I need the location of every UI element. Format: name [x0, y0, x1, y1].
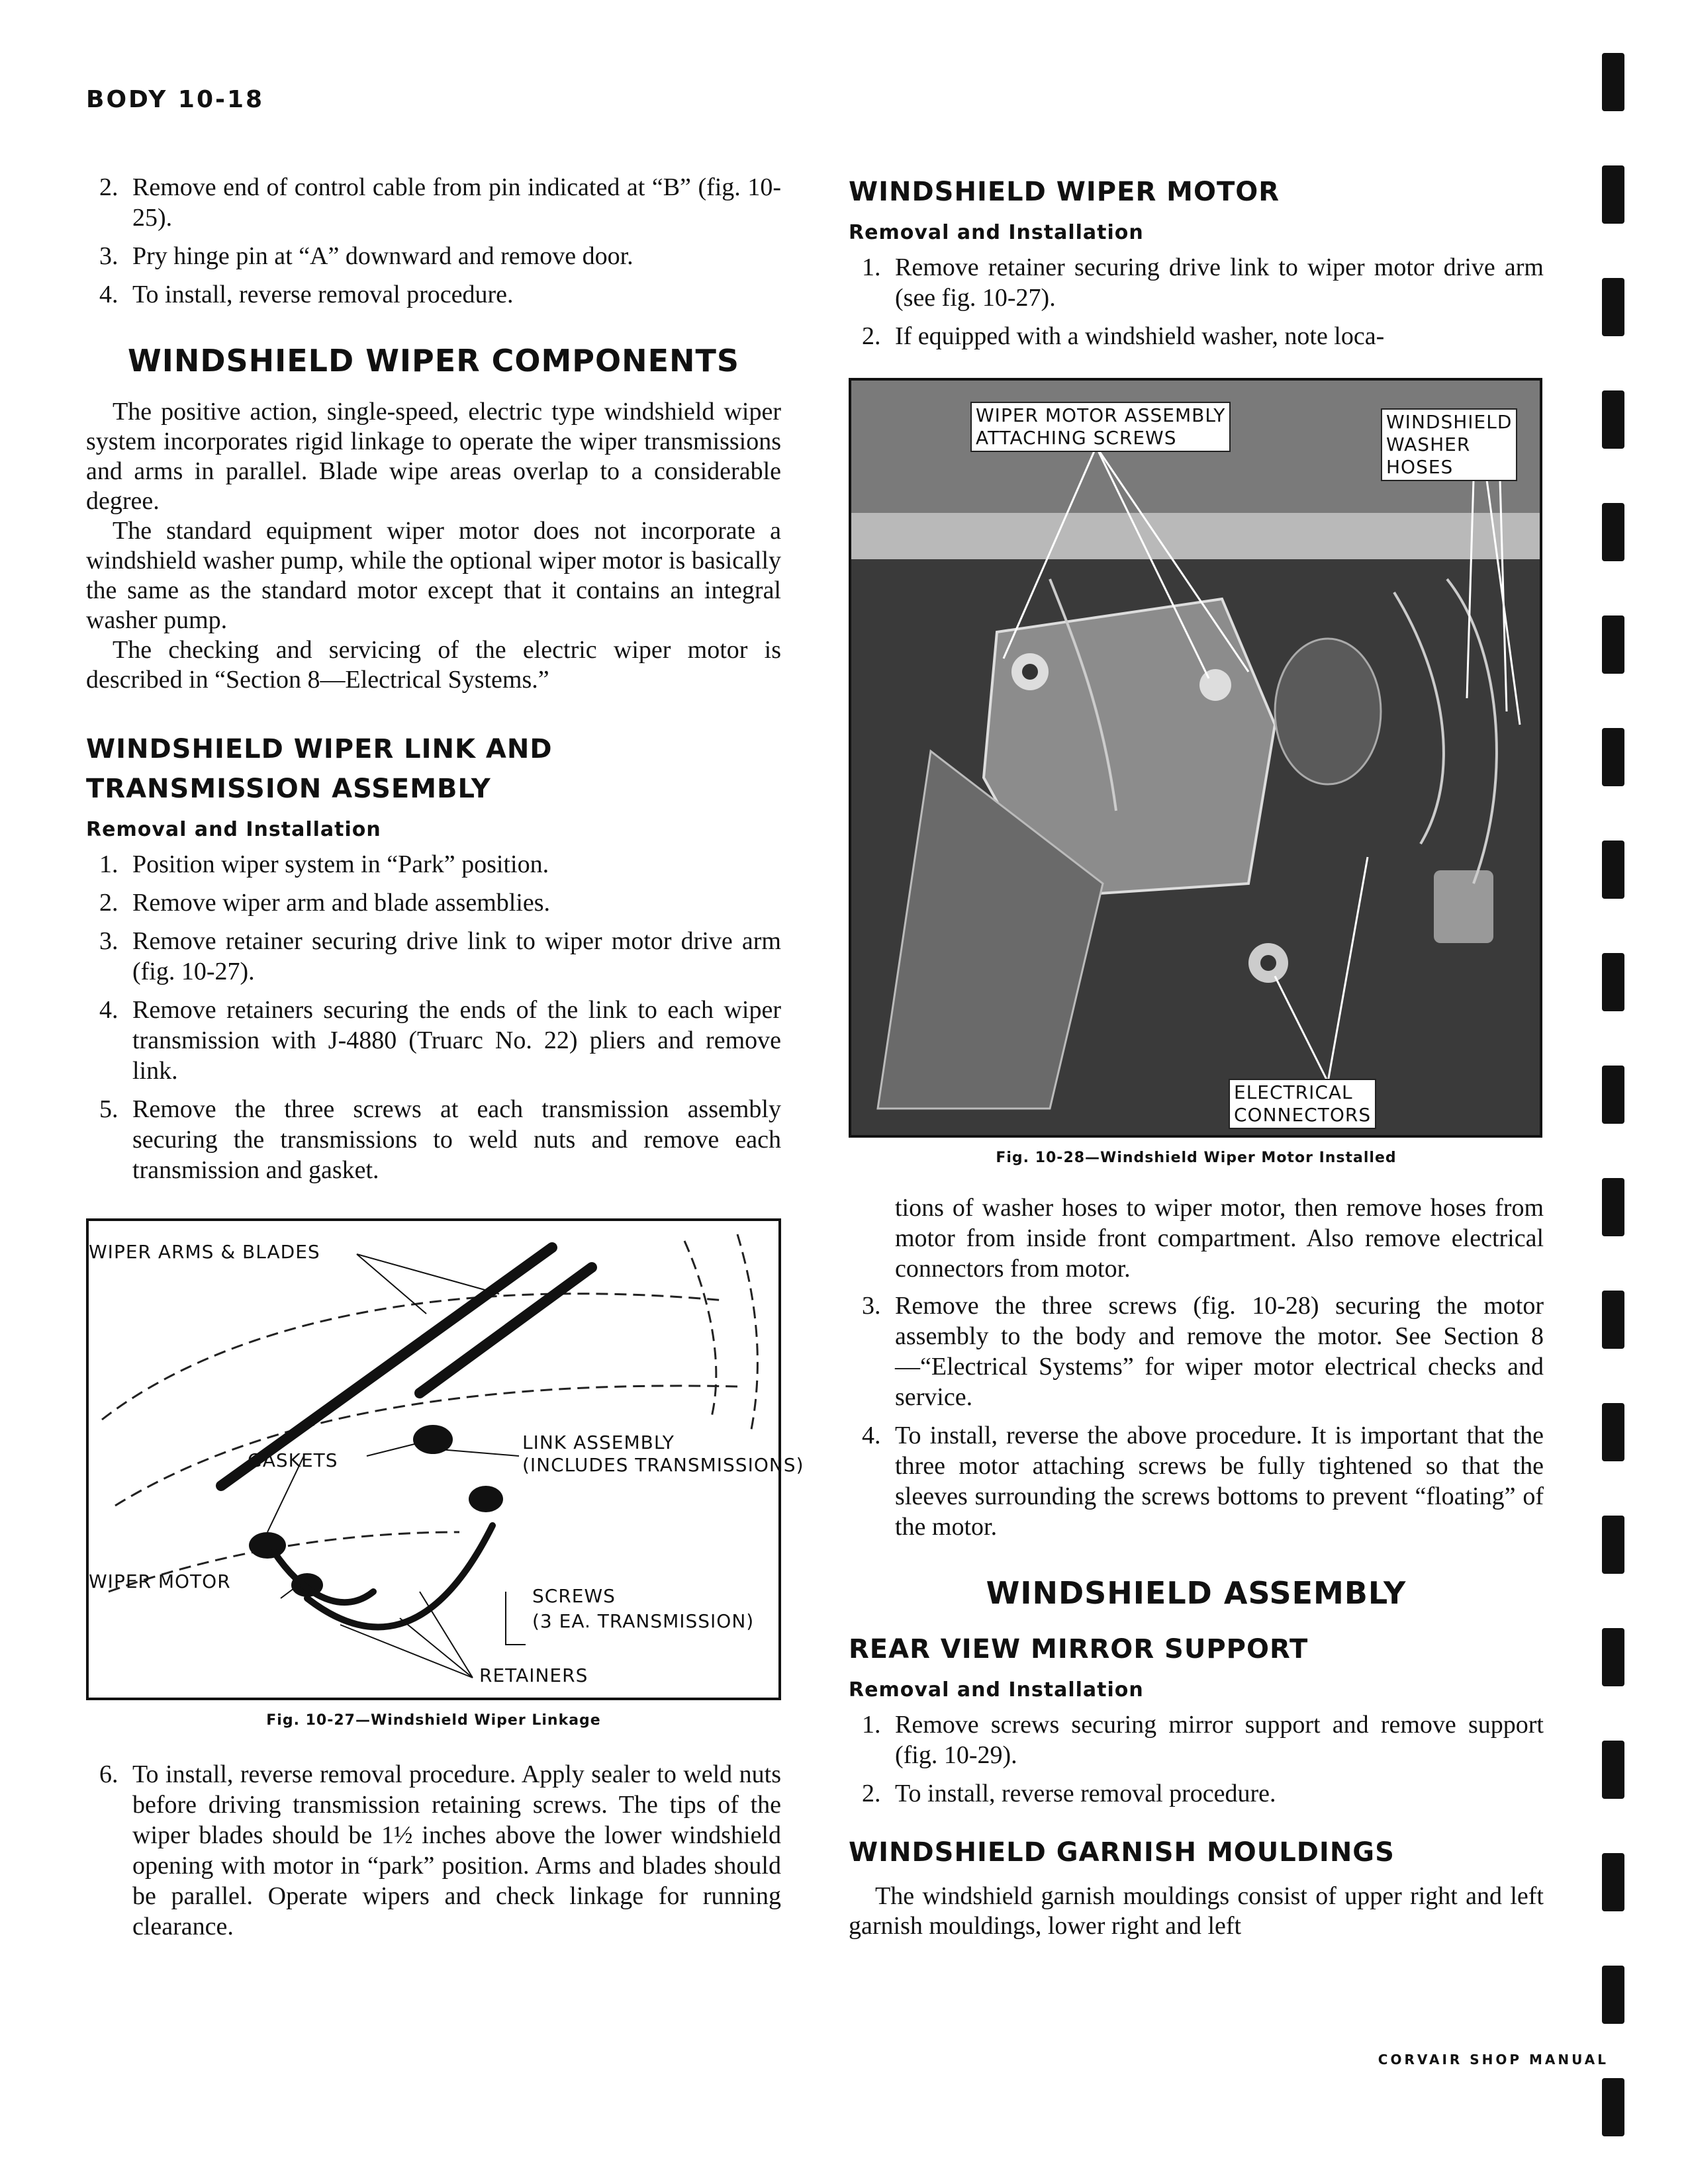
mirror-title: REAR VIEW MIRROR SUPPORT — [849, 1634, 1309, 1664]
page-header: BODY 10-18 — [86, 86, 265, 113]
figure-10-28-caption: Fig. 10-28—Windshield Wiper Motor Installed — [996, 1150, 1397, 1166]
list-item: 1. Remove screws securing mirror support and remove support (fig. 10-29). — [862, 1711, 1544, 1769]
label-link-assembly: LINK ASSEMBLY — [522, 1432, 675, 1453]
garnish-title: WINDSHIELD GARNISH MOULDINGS — [849, 1837, 1395, 1868]
page-footer: CORVAIR SHOP MANUAL — [1378, 2052, 1609, 2068]
label-gaskets: GASKETS — [248, 1449, 338, 1471]
figure-10-27 — [86, 1218, 804, 1700]
list-item: 4. To install, reverse the above procedure. It is important that the three motor attaching screws be fully tightened so that the sleeves surrounding the screws bottoms to prevent “floating” of the motor. — [862, 1422, 1544, 1541]
motor-continued-text: tions of washer hoses to wiper motor, then remove hoses from motor from inside front compartment. Also remove electrical connectors from motor. — [895, 1194, 1544, 1283]
motor-steps-a — [849, 252, 1544, 351]
label-retainers: RETAINERS — [479, 1664, 588, 1686]
mirror-subtitle: Removal and Installation — [849, 1678, 1144, 1702]
list-item: 3. Remove retainer securing drive link to wiper motor drive arm (fig. 10-27). — [99, 927, 781, 985]
label-screws-count: (3 EA. TRANSMISSION) — [532, 1610, 755, 1632]
label-includes-transmissions: (INCLUDES TRANSMISSIONS) — [522, 1454, 804, 1476]
list-item: 2. If equipped with a windshield washer, note loca- — [862, 322, 1385, 350]
label-electrical-connectors: ELECTRICAL CONNECTORS — [1229, 1079, 1376, 1129]
label-wiper-motor: WIPER MOTOR — [89, 1570, 231, 1592]
link-step-6 — [86, 1759, 781, 1942]
components-title: WINDSHIELD WIPER COMPONENTS — [127, 343, 740, 379]
list-item: 2. Remove end of control cable from pin indicated at “B” (fig. 10-25). — [99, 173, 781, 232]
left-column — [86, 172, 804, 1950]
list-item: 2. To install, reverse removal procedure. — [862, 1780, 1276, 1807]
list-item: 1. Remove retainer securing drive link to wiper motor drive arm (see fig. 10-27). — [862, 253, 1544, 312]
label-arms-blades: WIPER ARMS & BLADES — [89, 1241, 320, 1263]
link-subtitle: Removal and Installation — [86, 818, 381, 841]
garnish-paragraph: The windshield garnish mouldings consist of upper right and left garnish mouldings, lower right and left — [849, 1882, 1544, 1940]
wiper-motor-photo — [851, 381, 1540, 1135]
link-steps — [86, 849, 781, 1185]
list-item: 4. Remove retainers securing the ends of the link to each wiper transmission with J-4880 (Truarc No. 22) pliers and remove link. — [99, 996, 781, 1085]
margin-bars — [1602, 53, 1628, 2158]
list-item: 4. To install, reverse removal procedure. — [99, 281, 514, 308]
components-paragraph-2: The standard equipment wiper motor does not incorporate a windshield washer pump, while the optional wiper motor is basically the same as the standard motor except that it contains an integral washer pump. — [86, 517, 781, 634]
link-title: WINDSHIELD WIPER LINK AND TRANSMISSION ASSEMBLY — [86, 734, 553, 804]
motor-steps-b — [849, 1291, 1544, 1542]
list-item: 6. To install, reverse removal procedure. Apply sealer to weld nuts before driving transmission retaining screws. The tips of the wiper blades should be 1½ inches above the lower windshield opening with motor in “park” position. Arms and blades should be parallel. Operate wipers and check linkage for running clearance. — [99, 1760, 781, 1940]
list-item: 1. Position wiper system in “Park” position. — [99, 850, 549, 878]
list-item: 3. Remove the three screws (fig. 10-28) securing the motor assembly to the body and remove the motor. See Section 8—“Electrical Systems” for wiper motor electrical checks and service. — [862, 1292, 1544, 1411]
label-screws: SCREWS — [532, 1585, 616, 1607]
label-motor-screws: WIPER MOTOR ASSEMBLY ATTACHING SCREWS — [970, 402, 1231, 452]
figure-10-27-caption: Fig. 10-27—Windshield Wiper Linkage — [266, 1712, 601, 1729]
label-washer-hoses: WINDSHIELD WASHER HOSES — [1381, 408, 1517, 481]
mirror-steps — [849, 1709, 1544, 1809]
door-steps — [86, 172, 781, 310]
right-column — [849, 172, 1544, 1941]
components-paragraph-3: The checking and servicing of the electric wiper motor is described in “Section 8—Electrical Systems.” — [86, 636, 781, 694]
motor-title: WINDSHIELD WIPER MOTOR — [849, 177, 1280, 207]
list-item: 3. Pry hinge pin at “A” downward and remove door. — [99, 242, 633, 270]
list-item: 5. Remove the three screws at each transmission assembly securing the transmissions to weld nuts and remove each transmission and gasket. — [99, 1095, 781, 1184]
motor-subtitle: Removal and Installation — [849, 221, 1144, 244]
components-paragraph-1: The positive action, single-speed, electric type windshield wiper system incorporates rigid linkage to operate the wiper transmissions and arms in parallel. Blade wipe areas overlap to a considerable degree. — [86, 398, 781, 515]
assembly-title: WINDSHIELD ASSEMBLY — [986, 1575, 1407, 1611]
list-item: 2. Remove wiper arm and blade assemblies. — [99, 889, 551, 917]
figure-10-28 — [849, 378, 1542, 1138]
